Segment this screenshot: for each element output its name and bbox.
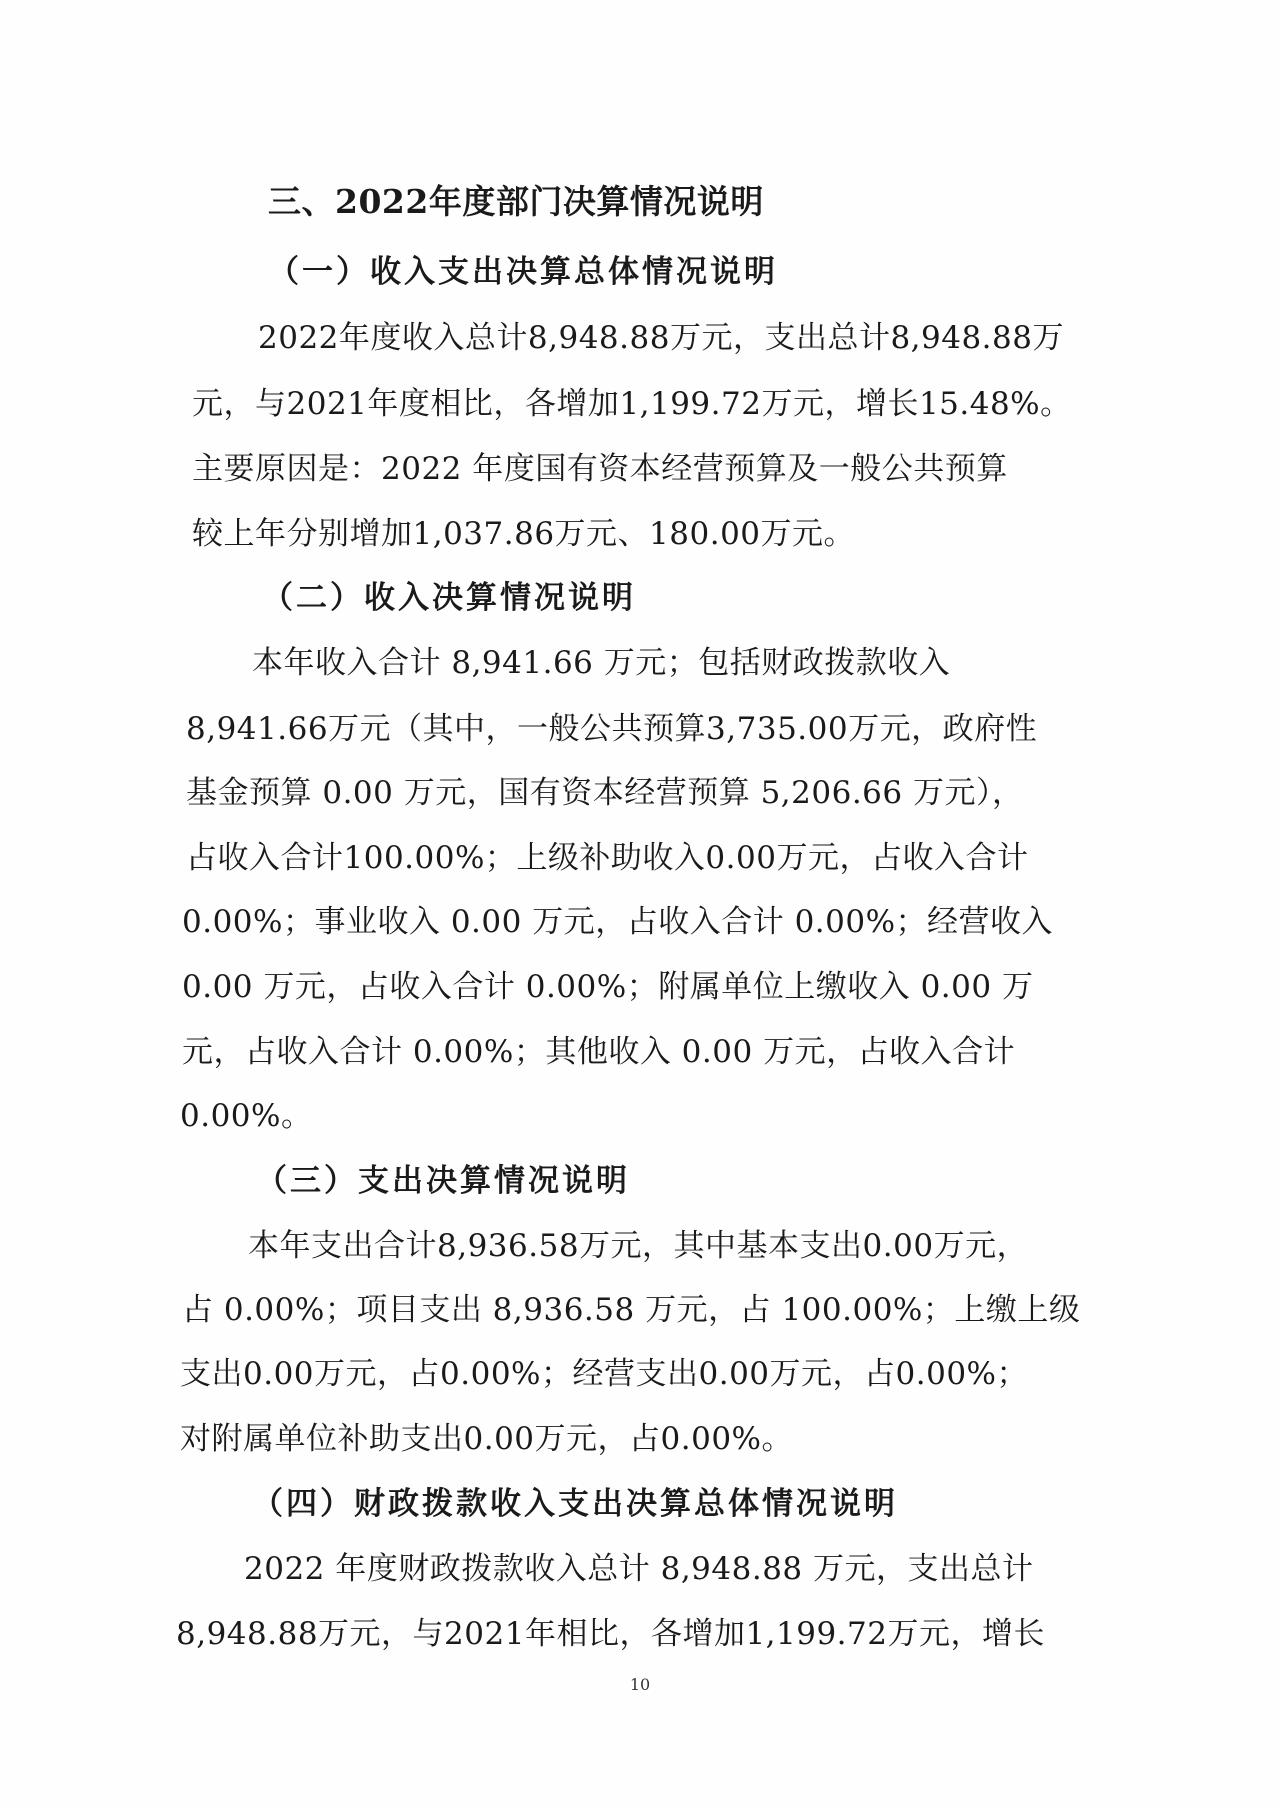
section-1-title: （一）收入支出决算总体情况说明 xyxy=(268,254,778,290)
section-3-title: （三）支出决算情况说明 xyxy=(256,1163,630,1199)
section-3-line-4: 对附属单位补助支出0.00万元，占0.00%。 xyxy=(180,1421,794,1457)
page-number: 10 xyxy=(629,1675,651,1694)
section-2-title: （二）收入决算情况说明 xyxy=(262,580,636,616)
section-2-line-1: 本年收入合计 8,941.66 万元；包括财政拨款收入 xyxy=(252,645,951,681)
section-2-line-3: 基金预算 0.00 万元，国有资本经营预算 5,206.66 万元）， xyxy=(186,775,1024,811)
section-2-line-5: 0.00%；事业收入 0.00 万元，占收入合计 0.00%；经营收入 xyxy=(182,904,1054,940)
section-2-line-7: 元，占收入合计 0.00%；其他收入 0.00 万元，占收入合计 xyxy=(182,1034,1016,1070)
section-2-line-8: 0.00%。 xyxy=(180,1098,313,1134)
section-4-title: （四）财政拨款收入支出决算总体情况说明 xyxy=(252,1486,898,1522)
section-2-line-4: 占收入合计100.00%；上级补助收入0.00万元，占收入合计 xyxy=(186,840,1029,876)
section-1-line-4: 较上年分别增加1,037.86万元、180.00万元。 xyxy=(192,516,856,552)
section-3-line-1: 本年支出合计8,936.58万元，其中基本支出0.00万元， xyxy=(248,1228,1029,1264)
section-2-line-6: 0.00 万元，占收入合计 0.00%；附属单位上缴收入 0.00 万 xyxy=(182,969,1034,1005)
section-1-line-1: 2022年度收入总计8,948.88万元，支出总计8,948.88万 xyxy=(258,320,1064,356)
section-3-line-3: 支出0.00万元，占0.00%；经营支出0.00万元，占0.00%； xyxy=(180,1356,1029,1392)
section-1-line-3: 主要原因是：2022 年度国有资本经营预算及一般公共预算 xyxy=(192,451,1008,487)
section-4-line-2: 8,948.88万元，与2021年相比，各增加1,199.72万元，增长 xyxy=(176,1616,1045,1652)
section-3-line-2: 占 0.00%；项目支出 8,936.58 万元，占 100.00%；上缴上级 xyxy=(182,1292,1081,1328)
section-1-line-2: 元，与2021年度相比，各增加1,199.72万元，增长15.48%。 xyxy=(192,386,1072,422)
section-4-line-1: 2022 年度财政拨款收入总计 8,948.88 万元，支出总计 xyxy=(244,1551,1034,1587)
main-heading: 三、2022年度部门决算情况说明 xyxy=(268,182,764,221)
section-2-line-2: 8,941.66万元（其中，一般公共预算3,735.00万元，政府性 xyxy=(186,711,1038,747)
